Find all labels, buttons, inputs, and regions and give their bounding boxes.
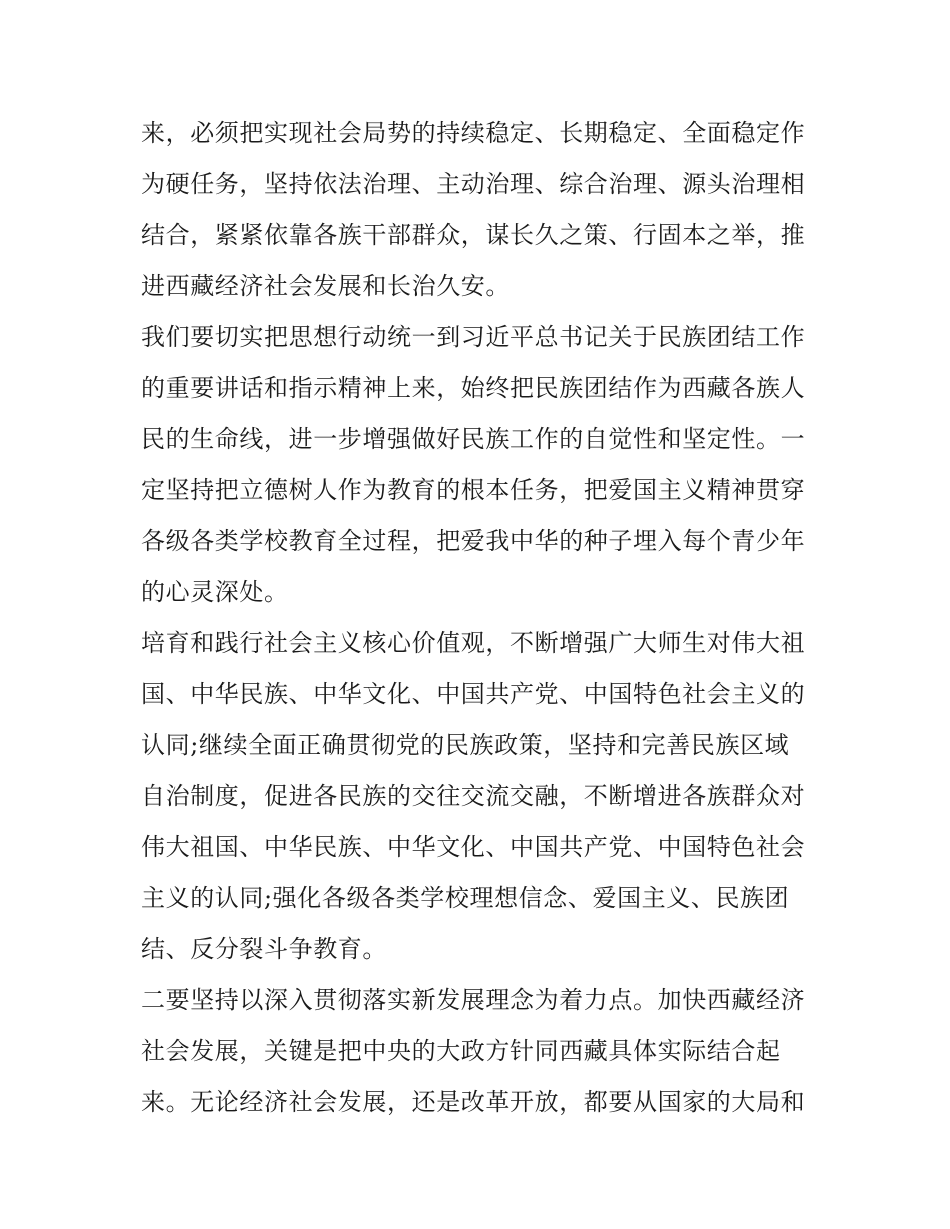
text-line: 的重要讲话和指示精神上来，始终把民族团结作为西藏各族人 — [141, 374, 806, 402]
text-line: 民的生命线，进一步增强做好民族工作的自觉性和坚定性。一 — [141, 425, 806, 453]
text-line: 伟大祖国、中华民族、中华文化、中国共产党、中国特色社会 — [141, 833, 806, 861]
text-line: 培育和践行社会主义核心价值观，不断增强广大师生对伟大祖 — [141, 629, 806, 657]
text-line: 来，必须把实现社会局势的持续稳定、长期稳定、全面稳定作 — [141, 119, 806, 147]
text-line: 结合，紧紧依靠各族干部群众，谋长久之策、行固本之举，推 — [141, 221, 806, 249]
text-line: 社会发展，关键是把中央的大政方针同西藏具体实际结合起 — [141, 1037, 781, 1065]
text-line: 结、反分裂斗争教育。 — [141, 935, 387, 963]
text-line: 认同;继续全面正确贯彻党的民族政策，坚持和完善民族区域 — [141, 731, 790, 759]
text-line: 各级各类学校教育全过程，把爱我中华的种子埋入每个青少年 — [141, 527, 806, 555]
text-line: 定坚持把立德树人作为教育的根本任务，把爱国主义精神贯穿 — [141, 476, 806, 504]
text-line: 进西藏经济社会发展和长治久安。 — [141, 272, 510, 300]
text-line: 来。无论经济社会发展，还是改革开放，都要从国家的大局和 — [141, 1088, 806, 1116]
text-line: 为硬任务，坚持依法治理、主动治理、综合治理、源头治理相 — [141, 170, 806, 198]
text-line: 的心灵深处。 — [141, 578, 289, 606]
text-line: 自治制度，促进各民族的交往交流交融，不断增进各族群众对 — [141, 782, 806, 810]
document-body — [141, 108, 813, 1128]
text-line: 主义的认同;强化各级各类学校理想信念、爱国主义、民族团 — [141, 884, 790, 912]
text-line: 国、中华民族、中华文化、中国共产党、中国特色社会主义的 — [141, 680, 806, 708]
text-line: 我们要切实把思想行动统一到习近平总书记关于民族团结工作 — [141, 323, 806, 351]
text-line: 二要坚持以深入贯彻落实新发展理念为着力点。加快西藏经济 — [141, 986, 806, 1014]
